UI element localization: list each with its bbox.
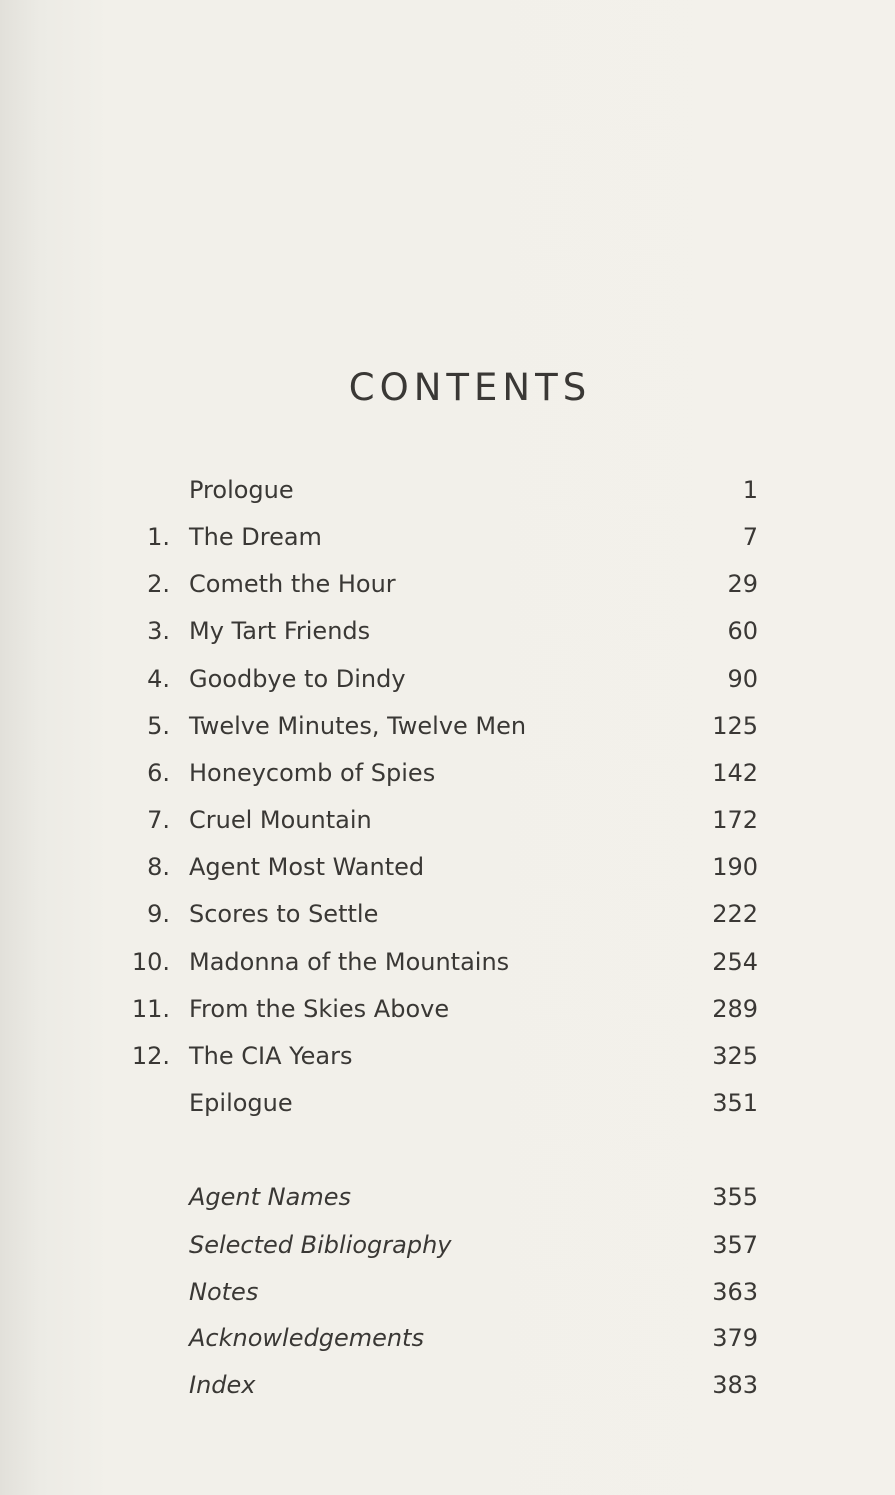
toc-row [0, 942, 895, 982]
chapter-number: 6. [147, 759, 170, 787]
toc-row [0, 1036, 895, 1076]
toc-row [0, 706, 895, 746]
chapter-title: Agent Most Wanted [189, 853, 425, 881]
toc-row [0, 800, 895, 840]
chapter-title: Cometh the Hour [189, 570, 396, 598]
chapter-title: Madonna of the Mountains [189, 948, 510, 976]
page-number: 325 [712, 1042, 758, 1070]
page-number: 289 [712, 995, 758, 1023]
chapter-title: Cruel Mountain [189, 806, 372, 834]
back-matter-title: Agent Names [189, 1183, 351, 1211]
toc-row [0, 894, 895, 934]
toc-row [0, 659, 895, 699]
back-matter-title: Acknowledgements [189, 1324, 424, 1352]
chapter-title: Epilogue [189, 1089, 293, 1117]
chapter-number: 3. [147, 617, 170, 645]
toc-row [0, 847, 895, 887]
toc-row-prologue [0, 470, 895, 510]
toc-row-back-matter [0, 1177, 895, 1217]
toc-row-back-matter [0, 1318, 895, 1358]
toc-row [0, 611, 895, 651]
contents-heading: CONTENTS [348, 366, 592, 409]
page-number: 29 [727, 570, 758, 598]
page-number: 379 [712, 1324, 758, 1352]
page-number: 142 [712, 759, 758, 787]
back-matter-title: Index [189, 1371, 256, 1399]
page-number: 172 [712, 806, 758, 834]
back-matter-title: Selected Bibliography [189, 1231, 452, 1259]
chapter-number: 10. [131, 948, 170, 976]
chapter-number: 7. [147, 806, 170, 834]
chapter-title: Prologue [189, 476, 294, 504]
chapter-number: 11. [131, 995, 170, 1023]
chapter-number: 1. [147, 523, 170, 551]
page-number: 190 [712, 853, 758, 881]
page-number: 351 [712, 1089, 758, 1117]
page-number: 7 [742, 523, 758, 551]
chapter-title: My Tart Friends [189, 617, 371, 645]
chapter-number: 12. [131, 1042, 170, 1070]
chapter-title: Goodbye to Dindy [189, 665, 406, 693]
page-number: 1 [742, 476, 758, 504]
toc-row [0, 753, 895, 793]
page-number: 222 [712, 900, 758, 928]
page-number: 90 [727, 665, 758, 693]
page-number: 383 [712, 1371, 758, 1399]
page-number: 355 [712, 1183, 758, 1211]
chapter-number: 4. [147, 665, 170, 693]
chapter-title: Honeycomb of Spies [189, 759, 436, 787]
toc-row-epilogue [0, 1083, 895, 1123]
toc-row [0, 564, 895, 604]
back-matter-title: Notes [189, 1278, 259, 1306]
toc-row [0, 989, 895, 1029]
chapter-number: 8. [147, 853, 170, 881]
chapter-title: The CIA Years [189, 1042, 353, 1070]
toc-row-back-matter [0, 1365, 895, 1405]
page-number: 60 [727, 617, 758, 645]
chapter-title: From the Skies Above [189, 995, 450, 1023]
toc-row [0, 517, 895, 557]
chapter-title: The Dream [189, 523, 322, 551]
page-number: 363 [712, 1278, 758, 1306]
chapter-number: 5. [147, 712, 170, 740]
page-number: 254 [712, 948, 758, 976]
page-number: 357 [712, 1231, 758, 1259]
chapter-title: Twelve Minutes, Twelve Men [189, 712, 527, 740]
toc-row-back-matter [0, 1272, 895, 1312]
page-number: 125 [712, 712, 758, 740]
chapter-number: 9. [147, 900, 170, 928]
chapter-title: Scores to Settle [189, 900, 379, 928]
toc-row-back-matter [0, 1225, 895, 1265]
chapter-number: 2. [147, 570, 170, 598]
